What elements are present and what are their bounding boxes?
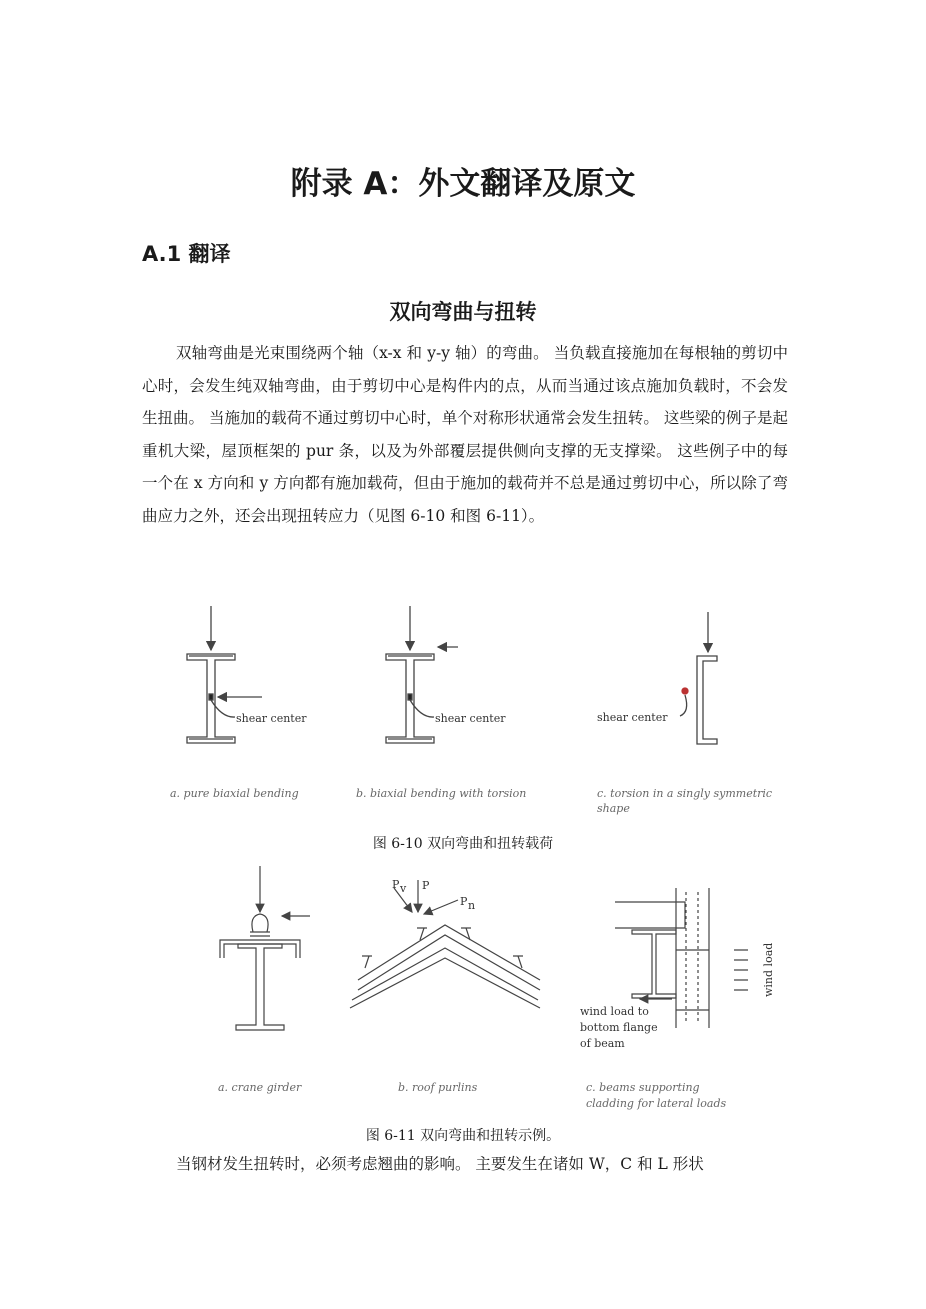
article-title: 双向弯曲与扭转: [389, 299, 537, 324]
shear-center-label-c: shear center: [597, 711, 668, 724]
body-paragraph: 当钢材发生扭转时，必须考虑翘曲的影响。 主要发生在诸如 W，C 和 L 形状: [176, 1155, 704, 1173]
wind-load-bottom-line1: wind load to: [580, 1005, 649, 1018]
crane-girder: [220, 866, 310, 1030]
body-paragraph: 双轴弯曲是光束围绕两个轴（x-x 和 y-y 轴）的弯曲。 当负载直接施加在每根轴的剪切中心时，会发生纯双轴弯曲，由于剪切中心是构件内的点，从而当通过该点施加负载时，不会发生扭曲。 当施加的载荷不通过剪切中心时，单个对称形状通常会发生扭转。 这些梁的例子是起重机大梁，屋顶框架的 pur 条，以及为外部覆层提供侧向支撑的无支撑梁。 这些例子中的每一个在 x 方向和 y 方向都有施加载荷，但由于施加的载荷并不总是通过剪切中心，所以除了弯曲应力之外，还会出现扭转应力（见图 6-10 和图 6-11）。: [142, 344, 788, 525]
subcaption-c2: c. beams supporting: [586, 1081, 700, 1094]
wind-load-bottom-line2: bottom flange: [580, 1021, 658, 1034]
figure-caption: 图 6-11 双向弯曲和扭转示例。: [365, 1128, 561, 1144]
load-p3-subscript: n: [468, 899, 476, 912]
page-title: 附录 A：外文翻译及原文: [290, 166, 636, 202]
figure-caption: 图 6-10 双向弯曲和扭转载荷: [372, 836, 554, 852]
section-heading: A.1 翻译: [142, 242, 231, 266]
shear-center-label-a: shear center: [236, 712, 307, 725]
load-p3: P: [460, 895, 468, 908]
subcaption-b2: b. roof purlins: [398, 1081, 478, 1094]
wind-load-label: wind load: [762, 942, 775, 997]
shear-center-label-b: shear center: [435, 712, 506, 725]
subcaption-a: a. pure biaxial bending: [170, 787, 299, 800]
subcaption-c-line2: shape: [597, 802, 630, 815]
subcaption-b: b. biaxial bending with torsion: [356, 787, 527, 800]
wind-load-bottom-line3: of beam: [580, 1037, 625, 1050]
subcaption-a2: a. crane girder: [218, 1081, 302, 1094]
load-p1: P: [392, 878, 400, 891]
load-p1-subscript: v: [400, 882, 407, 895]
subcaption-c: c. torsion in a singly symmetric: [597, 787, 773, 800]
roof-purlins: [350, 880, 540, 1008]
subcaption-c2-line2: cladding for lateral loads: [586, 1097, 727, 1110]
load-p2: P: [422, 879, 430, 892]
